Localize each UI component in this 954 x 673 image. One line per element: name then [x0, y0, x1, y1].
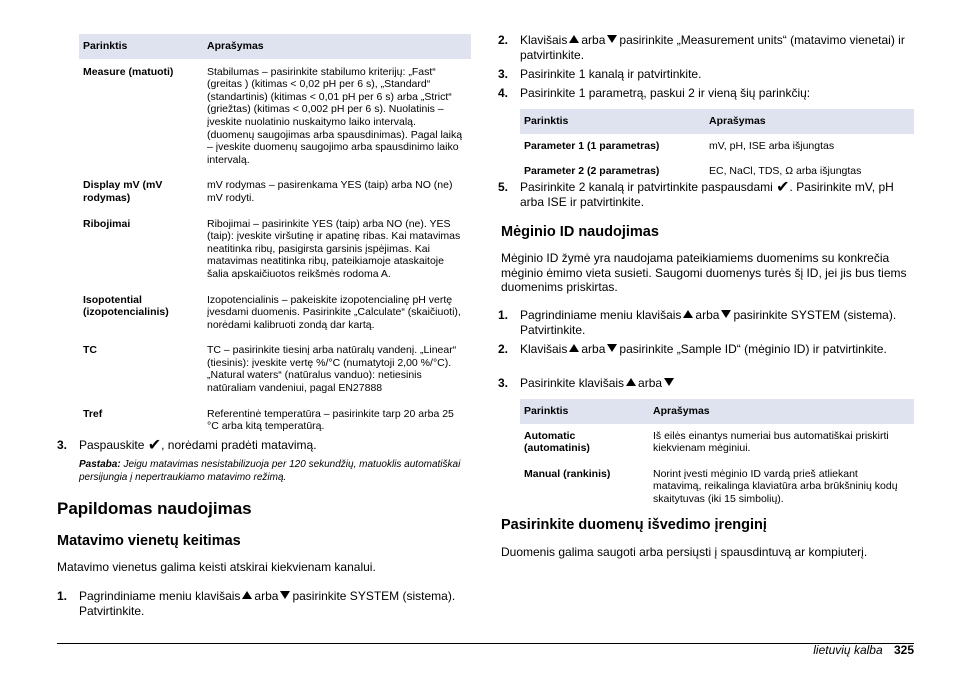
- row-value: mV, pH, ISE arba išjungtas: [709, 139, 835, 152]
- page-number: 325: [893, 643, 914, 657]
- step-number: 3.: [57, 438, 68, 452]
- section-title-meginio: Mėginio ID naudojimas: [501, 224, 659, 240]
- row-value: Norint įvesti mėginio ID vardą prieš atliekant matavimą, reikalinga klaviatūra arba brūkšninių kodų skaitytuvas (iki 15 simbolių).: [653, 467, 898, 505]
- row-value: TC – pasirinkite tiesinį arba natūralų vandenį. „Linear“ (tiesinis): įveskite vertę %/°C (numatytoji 2,00 %/°C). „Natural waters“ (natūralus vanduo): netiesinis natūraliam vandeniui, pagal EN27888: [207, 344, 457, 395]
- table-header-option: Parinktis: [520, 109, 705, 134]
- row-value: mV rodymas – pasirenkama YES (taip) arba NO (ne) mV rodyti.: [207, 179, 453, 204]
- table-row: [520, 424, 914, 463]
- table-header-option: Parinktis: [79, 34, 203, 59]
- note: [79, 459, 471, 484]
- up-arrow-icon: [242, 591, 252, 599]
- row-value: Izopotencialinis – pakeiskite izopotencialinę pH vertę įvesdami duomenis. Pasirinkite „Calculate“ (skaičiuoti), norėdami kalibruoti zondą dar kartą.: [207, 293, 461, 331]
- down-arrow-icon: [664, 378, 674, 386]
- row-value: Referentinė temperatūra – pasirinkite tarp 20 arba 25 °C arba kitą temperatūrą.: [207, 407, 454, 433]
- footer-rule: [57, 643, 914, 644]
- row-key: Automatic (automatinis): [524, 429, 590, 455]
- up-arrow-icon: [626, 378, 636, 386]
- row-key: Tref: [83, 407, 103, 420]
- table-header-option: Parinktis: [520, 399, 649, 424]
- row-key: Manual (rankinis): [524, 467, 611, 480]
- up-arrow-icon: [683, 310, 693, 318]
- row-key: Parameter 1 (1 parametras): [524, 139, 660, 152]
- checkmark-icon: ✔: [776, 179, 790, 196]
- step-number: 3.: [498, 67, 509, 81]
- down-arrow-icon: [607, 35, 617, 43]
- section-title-matavimo: Matavimo vienetų keitimas: [57, 533, 241, 549]
- row-value: EC, NaCl, TDS, Ω arba išjungtas: [709, 165, 862, 178]
- table-row: [79, 59, 471, 175]
- up-arrow-icon: [569, 35, 579, 43]
- table-row: [79, 174, 471, 212]
- down-arrow-icon: [721, 310, 731, 318]
- footer: [813, 643, 914, 657]
- footer-language: lietuvių kalba: [813, 643, 883, 657]
- row-key: Display mV (mV rodymas): [83, 179, 163, 204]
- row-key: Ribojimai: [83, 217, 131, 230]
- step-5-right: 5. Pasirinkite 2 kanalą ir patvirtinkite paspausdami ✔. Pasirinkite mV, pH arba ISE ir patvirtinkite.: [498, 179, 894, 209]
- parameter-table: [520, 109, 914, 183]
- down-arrow-icon: [607, 344, 617, 352]
- checkmark-icon: ✔: [147, 437, 162, 454]
- step-1-left: 1. Pagrindiniame meniu klavišais arba pasirinkite SYSTEM (sistema). Patvirtinkite.: [57, 589, 456, 618]
- note-text: Jeigu matavimas nesistabilizuoja per 120 sekundžių, matuoklis automatiškai persijungia į nepertraukiamo matavimo režimą.: [79, 459, 461, 483]
- table-row: [79, 213, 471, 289]
- paragraph-meginio: Mėginio ID žymė yra naudojama pateikiamiems duomenims su konkrečia mėginio ėmimo vieta susieti. Saugomi duomenys turės šį ID, jei jis bus tiems duomenims priskirtas.: [501, 251, 907, 294]
- step-number: 2.: [498, 342, 509, 356]
- section-title-papildomas: Papildomas naudojimas: [57, 499, 252, 518]
- id-step-3: 3. Pasirinkite klavišais arba: [520, 376, 914, 391]
- id-step-2: 2. Klavišais arba pasirinkite „Sample ID“ (mėginio ID) ir patvirtinkite.: [498, 342, 887, 356]
- row-key: Isopotential (izopotencialinis): [83, 293, 169, 319]
- row-key: Measure (matuoti): [83, 65, 174, 78]
- paragraph-pasirinkite: Duomenis galima saugoti arba persiųsti į spausdintuvą ar kompiuterį.: [501, 545, 868, 559]
- id-step-1: 1. Pagrindiniame meniu klavišais arba pasirinkite SYSTEM (sistema). Patvirtinkite.: [498, 308, 897, 337]
- table-row: [79, 289, 471, 340]
- step-number: 4.: [498, 86, 509, 100]
- section-title-pasirinkite: Pasirinkite duomenų išvedimo įrenginį: [501, 517, 767, 533]
- step-4-right: 4. Pasirinkite 1 parametrą, paskui 2 ir vieną šių parinkčių:: [498, 86, 811, 100]
- row-value: Stabilumas – pasirinkite stabilumo kriterijų: „Fast“ (greitas ) (kitimas < 0,02 pH per 6 s), „Standard“ (standartinis) (kitimas < 0,01 pH per 6 s) arba „Strict“ (griežtas) (kitimas < 0,002 pH per 6 s). Nuolatinis – įveskite nuolatinio nuskaitymo laiko intervalą. (duomenų saugojimas arba spausdinimas). Pagal laiką – įveskite duomenų saugojimo arba spausdinimo laiko intervalą.: [207, 65, 463, 166]
- step-2-right: 2. Klavišais arba pasirinkite „Measurement units“ (matavimo vienetai) ir patvirtinkite.: [498, 33, 905, 62]
- table-row: [520, 134, 914, 161]
- row-value: Iš eilės einantys numeriai bus automatiškai priskirti kiekvienam mėginiui.: [653, 429, 889, 455]
- settings-table: [79, 34, 471, 438]
- step-3-right: 3. Pasirinkite 1 kanalą ir patvirtinkite.: [498, 67, 702, 81]
- note-label: Pastaba:: [79, 459, 121, 470]
- row-key: Parameter 2 (2 parametras): [524, 165, 660, 178]
- step-3: 3. Paspauskite ✔, norėdami pradėti matavimą.: [57, 437, 317, 454]
- up-arrow-icon: [569, 344, 579, 352]
- step-number: 5.: [498, 180, 509, 194]
- step-number: 1.: [57, 589, 68, 603]
- row-key: TC: [83, 344, 97, 357]
- table-header-description: Aprašymas: [705, 109, 914, 134]
- step-number: 2.: [498, 33, 509, 47]
- step-number: 3.: [498, 376, 509, 390]
- table-header-description: Aprašymas: [203, 34, 471, 59]
- table-row: [520, 463, 914, 511]
- sample-id-table: [520, 399, 914, 511]
- table-row: [79, 403, 471, 438]
- row-value: Ribojimai – pasirinkite YES (taip) arba NO (ne). YES (taip): įveskite viršutinę ir apatinę ribas. Kai matavimas neatitinka ribų, pasigirsta garsinis įspėjimas. Kai matavimas neatitinka ribų, pateikiamoje ataskaitoje šalia apskaičiuotos reikšmės rodoma A.: [207, 217, 461, 280]
- step-number: 1.: [498, 308, 509, 322]
- paragraph-matavimo: Matavimo vienetus galima keisti atskirai kiekvienam kanalui.: [57, 560, 376, 574]
- down-arrow-icon: [280, 591, 290, 599]
- table-header-description: Aprašymas: [649, 399, 914, 424]
- table-row: [79, 339, 471, 402]
